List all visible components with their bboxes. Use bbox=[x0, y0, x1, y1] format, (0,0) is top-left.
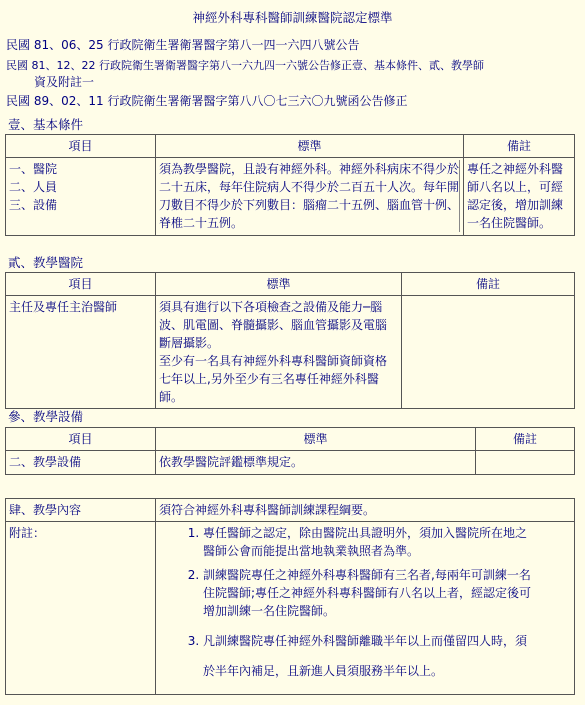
standard-cell: 依教學醫院評鑑標準規定。 bbox=[156, 451, 476, 475]
note-cell: 專任之神經外科醫師八名以上，可經認定後，增加訓練一名住院醫師。 bbox=[464, 158, 575, 236]
standard-cell bbox=[156, 158, 464, 236]
item-hospital: 一、醫院 bbox=[9, 162, 58, 176]
teaching-content-table bbox=[5, 498, 575, 695]
notes-list bbox=[163, 524, 533, 686]
teaching-equipment-table bbox=[5, 427, 575, 475]
section2-heading: 貳、教學醫院 bbox=[8, 255, 84, 270]
announcement-1: 民國 81、06、25 行政院衛生署衛署醫字第八一四一六四八號公告 bbox=[6, 38, 360, 52]
announcement-2: 民國 81、12、22 行政院衛生署衛署醫字第八一六九四一六號公告修正壹、基本條件、貳、教學師 bbox=[6, 59, 484, 72]
col-header-standard: 標準 bbox=[156, 273, 402, 296]
standard-cell bbox=[156, 296, 402, 409]
teaching-hospital-table bbox=[5, 272, 575, 409]
col-header-item: 項目 bbox=[6, 273, 156, 296]
col-header-item: 項目 bbox=[6, 428, 156, 451]
standard-staff: 至少有一名具有神經外科專科醫師資師資格七年以上,另外至少有三名專任神經外科醫師。 bbox=[159, 354, 388, 404]
notes-label-cell: 附註： bbox=[6, 522, 156, 695]
page-title: 神經外科專科醫師訓練醫院認定標準 bbox=[192, 10, 393, 25]
item-personnel: 二、人員 bbox=[9, 180, 58, 194]
note-item-1: 1. 專任醫師之認定，除由醫院出具證明外，須加入醫院所在地之醫師公會而能提出當地執業執照者為準。 bbox=[203, 524, 533, 560]
items-cell bbox=[6, 158, 156, 236]
col-header-note: 備註 bbox=[464, 135, 575, 158]
item-cell: 二、教學設備 bbox=[6, 451, 156, 475]
col-header-item: 項目 bbox=[6, 135, 156, 158]
note-item-3: 3. 凡訓練醫院專任神經外科醫師離職半年以上而僅留四人時，須於半年內補足，且新進人員須服務半年以上。 bbox=[203, 626, 533, 686]
item-equipment: 三、設備 bbox=[9, 198, 58, 212]
basic-conditions-table bbox=[5, 134, 575, 236]
note-cell bbox=[476, 451, 575, 475]
col-header-note: 備註 bbox=[402, 273, 575, 296]
col-header-standard: 標準 bbox=[156, 428, 476, 451]
note-item-2: 2. 訓練醫院專任之神經外科專科醫師有三名者,每兩年可訓練一名住院醫師;專任之神經外科專科醫師有八名以上者，經認定後可增加訓練一名住院醫師。 bbox=[203, 566, 533, 620]
col-header-note: 備註 bbox=[476, 428, 575, 451]
section3-heading: 參、教學設備 bbox=[8, 409, 84, 424]
notes-cell bbox=[156, 522, 575, 695]
col-header-standard: 標準 bbox=[156, 135, 464, 158]
standard-text: 須為教學醫院，且設有神經外科。神經外科病床不得少於二十五床，每年住院病人不得少於二百五十人次。每年開刀數目不得少於下列數目：腦瘤二十五例、腦血管十例、脊椎二十五例。 bbox=[159, 162, 460, 230]
note-cell bbox=[402, 296, 575, 409]
announcement-3: 民國 89、02、11 行政院衛生署衛署醫字第八八〇七三六〇九號函公告修正 bbox=[6, 94, 408, 108]
announcement-2-cont: 資及附註一 bbox=[34, 75, 95, 89]
content-item-cell: 肆、教學內容 bbox=[6, 499, 156, 522]
section1-heading: 壹、基本條件 bbox=[8, 117, 84, 132]
item-cell: 主任及專任主治醫師 bbox=[6, 296, 156, 409]
content-standard-cell: 須符合神經外科專科醫師訓練課程綱要。 bbox=[156, 499, 575, 522]
standard-equipment: 須具有進行以下各項檢查之設備及能力─腦波、肌電圖、脊髓攝影、腦血管攝影及電腦斷層攝影。 bbox=[159, 300, 388, 350]
